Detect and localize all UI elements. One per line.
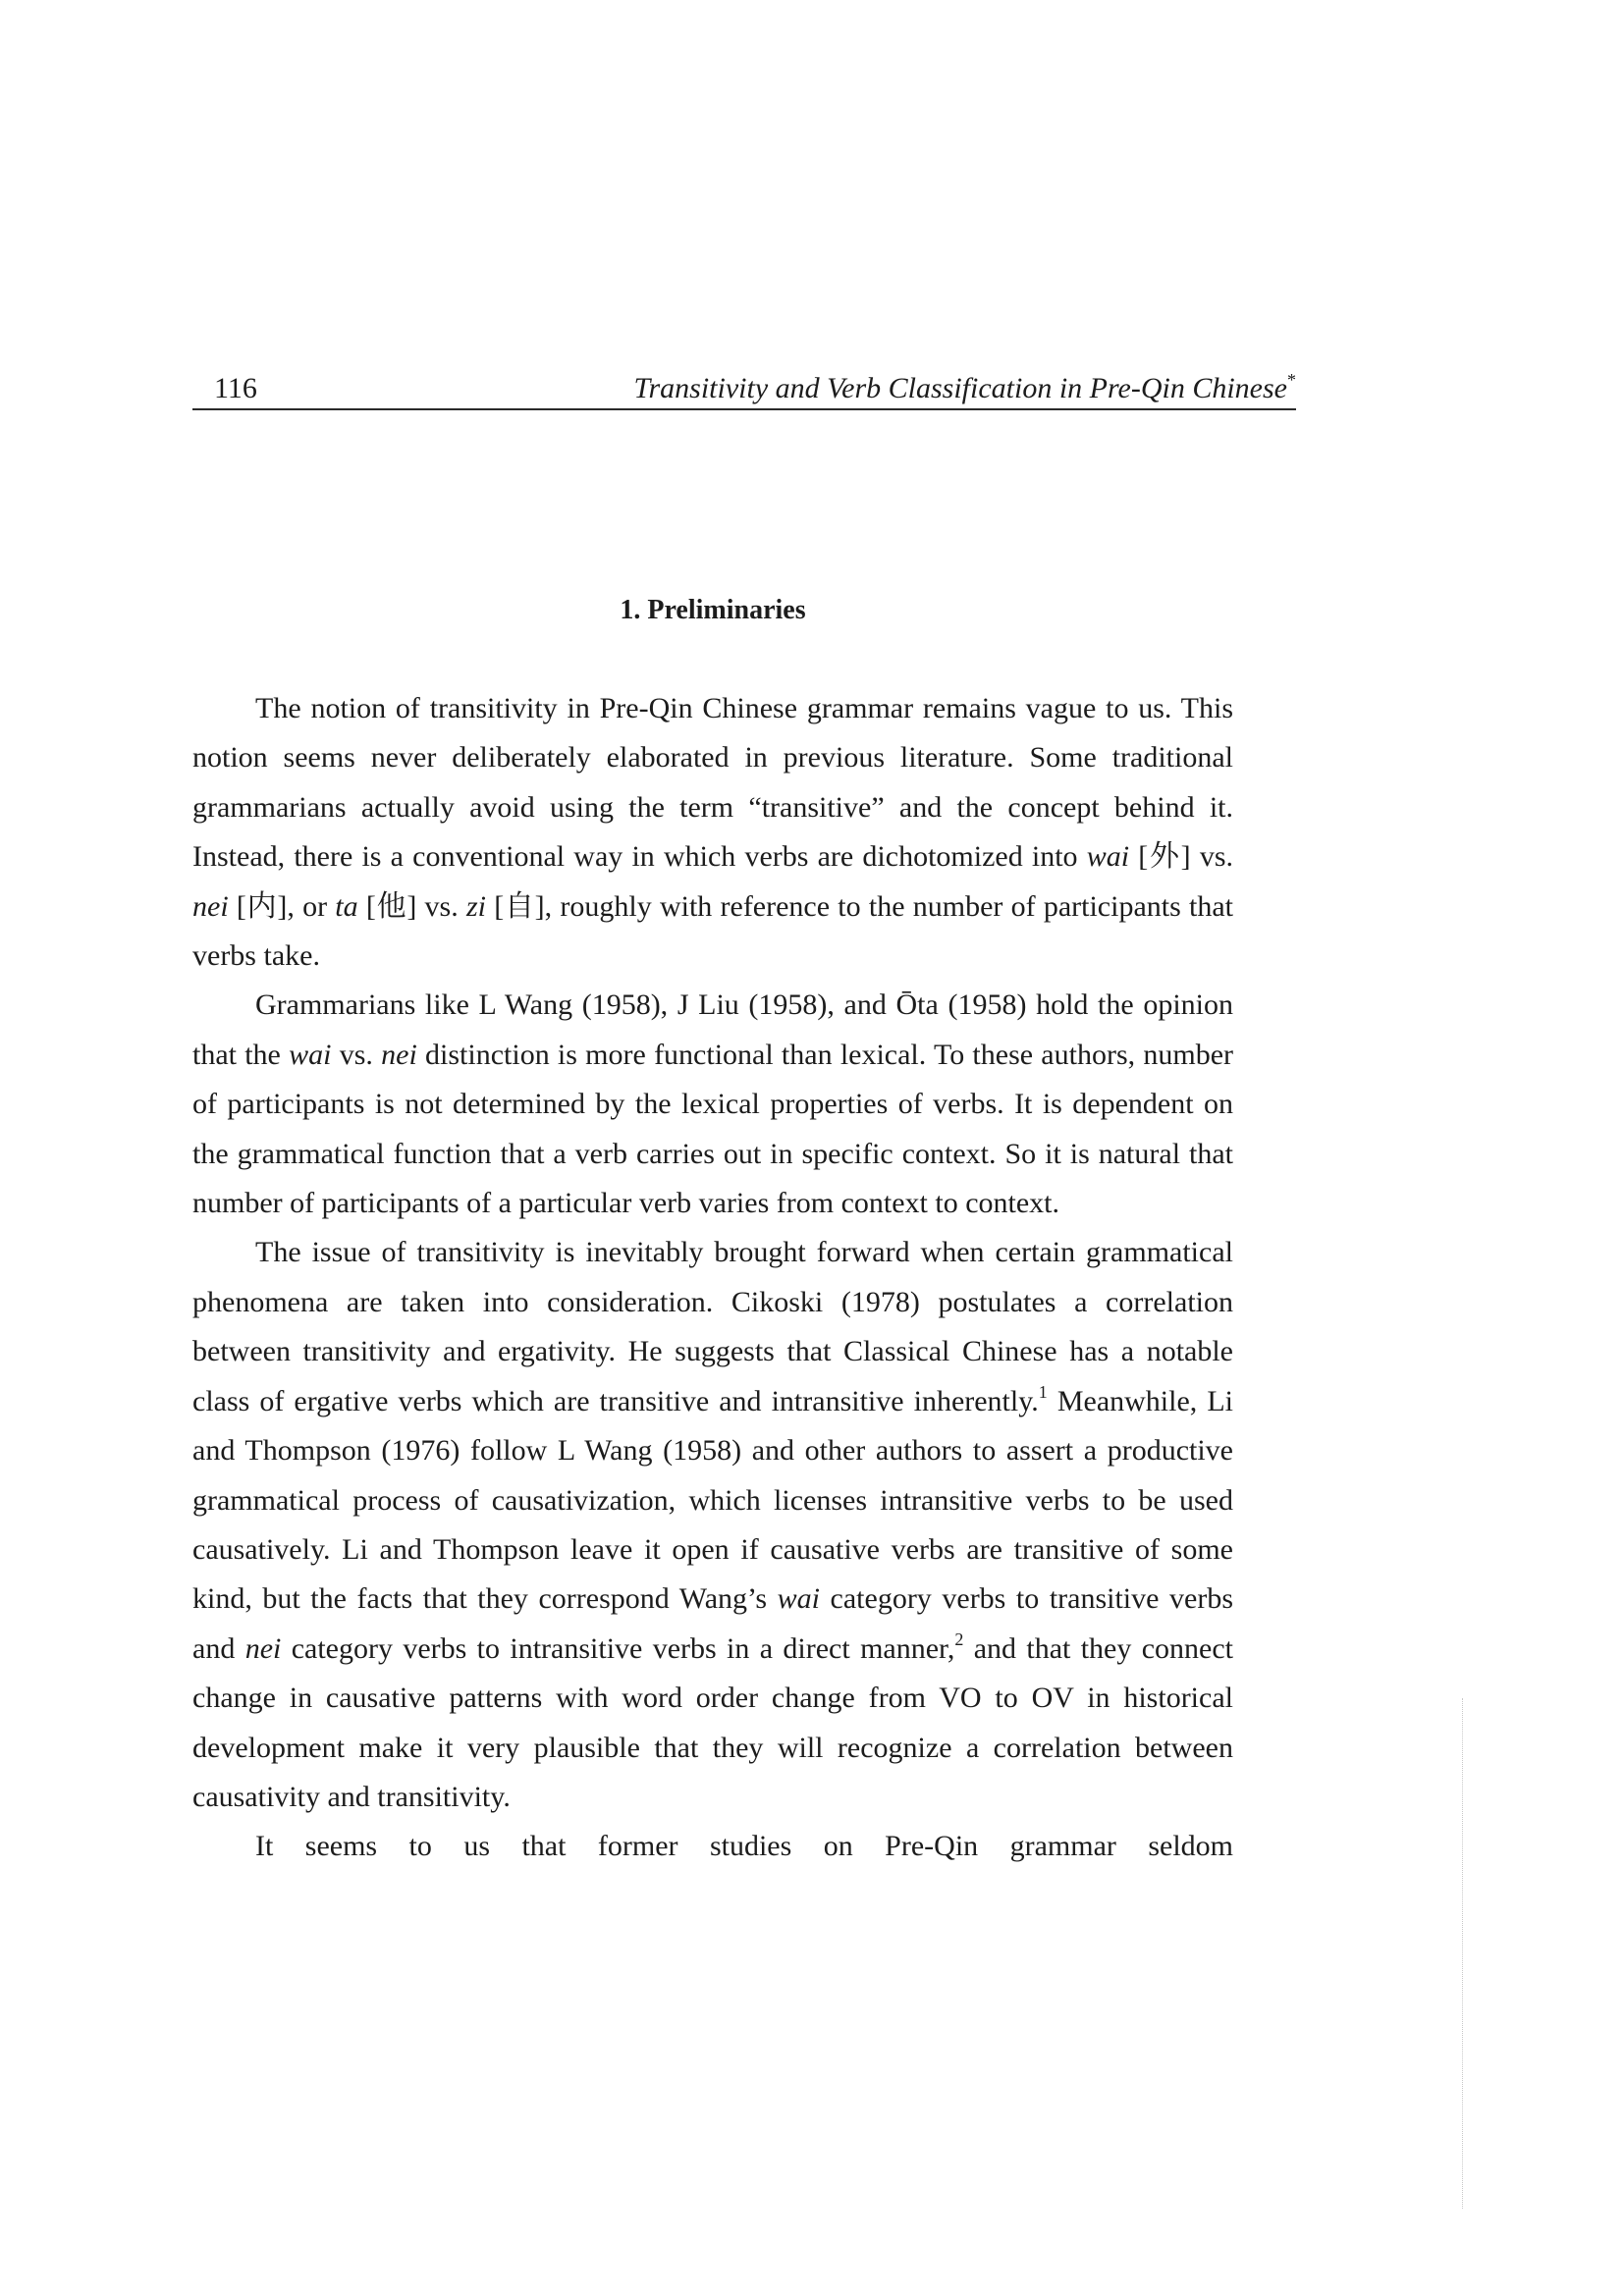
running-head: [192, 369, 1296, 410]
paragraph-text: category verbs to transitive verbs and: [192, 1582, 1234, 1665]
page-number: 116: [214, 372, 257, 404]
paragraph-text: Grammarians like L Wang (1958), J Liu (1958), and Ōta (1958) hold the opinion that the: [192, 988, 1233, 1071]
paragraph-text: [内], or: [228, 889, 336, 923]
title-footnote-mark: *: [1287, 370, 1296, 390]
running-title-text: Transitivity and Verb Classification in Pre-Qin Chinese: [633, 372, 1287, 404]
section-heading: 1. Preliminaries: [620, 595, 806, 625]
paragraph-4: [192, 1822, 1233, 1871]
paragraph-text: and that they connect change in causative patterns with word order change from VO to OV in historical development make it very plausible that they will recognize a correlation between causativity and transitivity.: [192, 1631, 1234, 1813]
footnote-ref-2: 2: [954, 1629, 964, 1649]
paragraph-text: [自], roughly with reference to the number of participants that verbs take.: [192, 889, 1234, 973]
running-title: [633, 369, 1296, 408]
paragraph-text: [他] vs.: [357, 889, 466, 923]
term-zi: zi: [465, 889, 486, 923]
paragraph-text: category verbs to intransitive verbs in a direct manner,: [281, 1631, 955, 1665]
paragraph-2: [192, 981, 1233, 1228]
paragraph-text: distinction is more functional than lexical. To these authors, number of participants is not determined by the lexical properties of verbs. It is dependent on the grammatical function that a verb carries out in specific context. So it is natural that number of participants of a particular verb varies from context to context.: [192, 1038, 1234, 1220]
term-wai: wai: [289, 1038, 332, 1071]
term-wai: wai: [777, 1582, 820, 1616]
term-nei: nei: [244, 1631, 282, 1665]
paragraph-text: [外] vs.: [1129, 840, 1233, 874]
paragraph-1: [192, 684, 1233, 981]
paragraph-text: vs.: [331, 1038, 382, 1071]
paragraph-text: Meanwhile, Li and Thompson (1976) follow L Wang (1958) and other authors to assert a productive grammatical process of causativization, which licenses intransitive verbs to be used causatively. Li and Thompson leave it open if causative verbs are transitive of some kind, but the facts that they correspond Wang’s: [192, 1384, 1234, 1616]
paragraph-text: The issue of transitivity is inevitably brought forward when certain grammatical phenomena are taken into consideration. Cikoski (1978) postulates a correlation between transitivity and ergativity. He suggests that Classical Chinese has a notable class of ergative verbs which are transitive and intransitive inherently.: [192, 1236, 1233, 1417]
term-ta: ta: [335, 889, 358, 923]
paragraph-text: It seems to us that former studies on Pre-Qin grammar seldom: [255, 1830, 1233, 1863]
term-wai: wai: [1086, 840, 1130, 874]
term-nei: nei: [192, 889, 229, 923]
term-nei: nei: [381, 1038, 417, 1071]
paragraph-3: [192, 1228, 1233, 1822]
scan-edge-artifact: [1462, 1698, 1463, 2209]
body-text: [192, 684, 1233, 1872]
footnote-ref-1: 1: [1038, 1381, 1048, 1402]
paragraph-text: The notion of transitivity in Pre-Qin Chinese grammar remains vague to us. This notion seems never deliberately elaborated in previous literature. Some traditional grammarians actually avoid using the term “transitive” and the concept behind it. Instead, there is a conventional way in which verbs are dichotomized into: [192, 692, 1233, 874]
